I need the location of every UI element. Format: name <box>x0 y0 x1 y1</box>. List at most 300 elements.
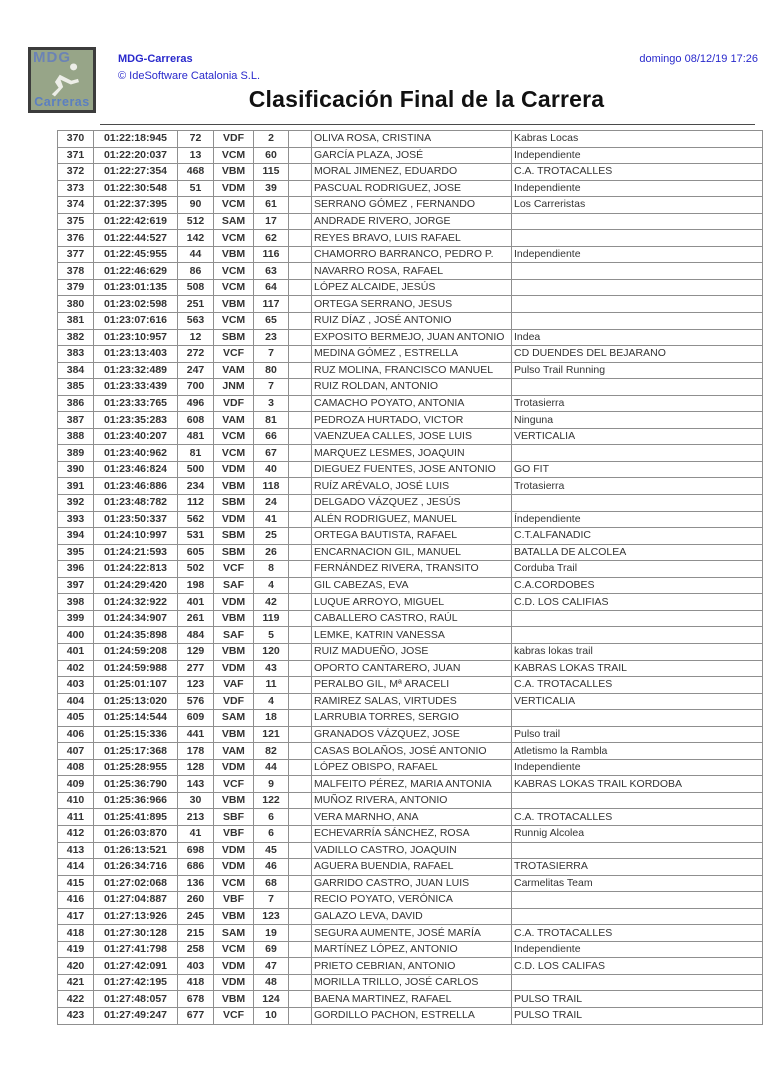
table-row <box>58 461 763 478</box>
cell-category-position: 7 <box>254 379 289 396</box>
cell-runner-name: SEGURA AUMENTE, JOSÉ MARÍA <box>312 925 512 942</box>
cell-team <box>512 230 763 247</box>
cell-team: C.A. TROTACALLES <box>512 925 763 942</box>
cell-time: 01:24:22:813 <box>94 561 178 578</box>
cell-blank <box>289 164 312 181</box>
cell-runner-name: MALFEITO PÉREZ, MARIA ANTONIA <box>312 776 512 793</box>
cell-time: 01:23:46:824 <box>94 461 178 478</box>
cell-team: kabras lokas trail <box>512 643 763 660</box>
table-row <box>58 859 763 876</box>
cell-bib-number: 260 <box>178 892 214 909</box>
cell-category-position: 63 <box>254 263 289 280</box>
cell-category: VCM <box>214 941 254 958</box>
cell-bib-number: 51 <box>178 180 214 197</box>
cell-category-position: 24 <box>254 495 289 512</box>
cell-runner-name: GARCÍA PLAZA, JOSÉ <box>312 147 512 164</box>
cell-time: 01:23:40:962 <box>94 445 178 462</box>
cell-category: VBM <box>214 643 254 660</box>
cell-category: SBM <box>214 544 254 561</box>
cell-time: 01:26:34:716 <box>94 859 178 876</box>
cell-team: KABRAS LOKAS TRAIL KORDOBA <box>512 776 763 793</box>
cell-runner-name: LÓPEZ ALCAIDE, JESÚS <box>312 279 512 296</box>
cell-runner-name: FERNÁNDEZ RIVERA, TRANSITO <box>312 561 512 578</box>
cell-blank <box>289 693 312 710</box>
cell-category-position: 10 <box>254 1007 289 1024</box>
cell-blank <box>289 246 312 263</box>
cell-position: 422 <box>58 991 94 1008</box>
cell-runner-name: DIEGUEZ FUENTES, JOSE ANTONIO <box>312 461 512 478</box>
cell-position: 408 <box>58 759 94 776</box>
cell-time: 01:24:10:997 <box>94 528 178 545</box>
cell-team: C.D. LOS CALIFAS <box>512 958 763 975</box>
cell-blank <box>289 528 312 545</box>
cell-position: 370 <box>58 131 94 148</box>
table-row <box>58 428 763 445</box>
cell-bib-number: 143 <box>178 776 214 793</box>
cell-category-position: 124 <box>254 991 289 1008</box>
cell-category: SBF <box>214 809 254 826</box>
cell-position: 396 <box>58 561 94 578</box>
cell-category: SBM <box>214 329 254 346</box>
cell-team: Indea <box>512 329 763 346</box>
cell-category-position: 4 <box>254 693 289 710</box>
cell-blank <box>289 395 312 412</box>
cell-position: 384 <box>58 362 94 379</box>
cell-blank <box>289 263 312 280</box>
table-row <box>58 974 763 991</box>
cell-team: Corduba Trail <box>512 561 763 578</box>
cell-category: VDM <box>214 511 254 528</box>
cell-category-position: 47 <box>254 958 289 975</box>
cell-blank <box>289 561 312 578</box>
cell-time: 01:26:13:521 <box>94 842 178 859</box>
table-row <box>58 346 763 363</box>
cell-team <box>512 379 763 396</box>
cell-bib-number: 700 <box>178 379 214 396</box>
cell-category-position: 48 <box>254 974 289 991</box>
cell-bib-number: 563 <box>178 313 214 330</box>
table-row <box>58 329 763 346</box>
cell-category-position: 120 <box>254 643 289 660</box>
cell-time: 01:24:21:593 <box>94 544 178 561</box>
cell-time: 01:24:29:420 <box>94 577 178 594</box>
cell-time: 01:22:27:354 <box>94 164 178 181</box>
cell-category: JNM <box>214 379 254 396</box>
table-row <box>58 643 763 660</box>
cell-category: VAM <box>214 743 254 760</box>
cell-team <box>512 908 763 925</box>
cell-category: VCM <box>214 279 254 296</box>
cell-position: 418 <box>58 925 94 942</box>
cell-team: BATALLA DE ALCOLEA <box>512 544 763 561</box>
cell-team <box>512 296 763 313</box>
table-row <box>58 743 763 760</box>
cell-position: 395 <box>58 544 94 561</box>
cell-bib-number: 178 <box>178 743 214 760</box>
cell-category-position: 117 <box>254 296 289 313</box>
cell-team: Trotasierra <box>512 395 763 412</box>
copyright-text: © IdeSoftware Catalonia S.L. <box>118 70 261 82</box>
cell-category: SAM <box>214 925 254 942</box>
cell-bib-number: 484 <box>178 627 214 644</box>
cell-bib-number: 128 <box>178 759 214 776</box>
cell-team: PULSO TRAIL <box>512 1007 763 1024</box>
cell-category: VCF <box>214 346 254 363</box>
cell-category: VAM <box>214 412 254 429</box>
cell-category: VBM <box>214 792 254 809</box>
cell-runner-name: MEDINA GÓMEZ , ESTRELLA <box>312 346 512 363</box>
report-datetime: domingo 08/12/19 17:26 <box>639 53 758 65</box>
cell-blank <box>289 759 312 776</box>
cell-team <box>512 842 763 859</box>
cell-category-position: 115 <box>254 164 289 181</box>
table-row <box>58 908 763 925</box>
page-title: Clasificación Final de la Carrera <box>248 86 605 112</box>
cell-position: 406 <box>58 726 94 743</box>
cell-runner-name: LÓPEZ OBISPO, RAFAEL <box>312 759 512 776</box>
cell-category: SAF <box>214 577 254 594</box>
cell-blank <box>289 445 312 462</box>
cell-bib-number: 678 <box>178 991 214 1008</box>
cell-category: VBM <box>214 610 254 627</box>
cell-bib-number: 215 <box>178 925 214 942</box>
cell-blank <box>289 329 312 346</box>
cell-category: VDM <box>214 660 254 677</box>
cell-category-position: 40 <box>254 461 289 478</box>
cell-position: 400 <box>58 627 94 644</box>
cell-time: 01:22:46:629 <box>94 263 178 280</box>
cell-bib-number: 512 <box>178 213 214 230</box>
cell-category: VCF <box>214 561 254 578</box>
table-row <box>58 1007 763 1024</box>
cell-blank <box>289 892 312 909</box>
cell-position: 376 <box>58 230 94 247</box>
cell-category-position: 62 <box>254 230 289 247</box>
cell-team <box>512 313 763 330</box>
cell-category: VDM <box>214 461 254 478</box>
cell-blank <box>289 991 312 1008</box>
cell-team: C.A. TROTACALLES <box>512 809 763 826</box>
cell-category-position: 11 <box>254 677 289 694</box>
cell-time: 01:22:30:548 <box>94 180 178 197</box>
cell-bib-number: 251 <box>178 296 214 313</box>
cell-runner-name: RAMIREZ SALAS, VIRTUDES <box>312 693 512 710</box>
cell-category: VDM <box>214 180 254 197</box>
cell-category: VDM <box>214 842 254 859</box>
cell-time: 01:27:41:798 <box>94 941 178 958</box>
cell-position: 420 <box>58 958 94 975</box>
cell-time: 01:23:07:616 <box>94 313 178 330</box>
cell-time: 01:22:44:527 <box>94 230 178 247</box>
table-row <box>58 164 763 181</box>
cell-bib-number: 608 <box>178 412 214 429</box>
cell-position: 411 <box>58 809 94 826</box>
cell-category-position: 23 <box>254 329 289 346</box>
cell-runner-name: BAENA MARTINEZ, RAFAEL <box>312 991 512 1008</box>
cell-blank <box>289 710 312 727</box>
cell-blank <box>289 660 312 677</box>
cell-runner-name: RUIZ ROLDAN, ANTONIO <box>312 379 512 396</box>
cell-category-position: 6 <box>254 809 289 826</box>
cell-category-position: 118 <box>254 478 289 495</box>
cell-bib-number: 502 <box>178 561 214 578</box>
cell-bib-number: 500 <box>178 461 214 478</box>
table-row <box>58 544 763 561</box>
cell-blank <box>289 1007 312 1024</box>
cell-category-position: 39 <box>254 180 289 197</box>
cell-runner-name: PRIETO CEBRIAN, ANTONIO <box>312 958 512 975</box>
table-row <box>58 594 763 611</box>
cell-team: C.D. LOS CALIFIAS <box>512 594 763 611</box>
cell-category: VCM <box>214 445 254 462</box>
table-row <box>58 726 763 743</box>
cell-blank <box>289 461 312 478</box>
cell-bib-number: 562 <box>178 511 214 528</box>
cell-category: VCF <box>214 1007 254 1024</box>
table-row <box>58 279 763 296</box>
cell-category: VCM <box>214 875 254 892</box>
cell-time: 01:27:02:068 <box>94 875 178 892</box>
table-row <box>58 610 763 627</box>
cell-time: 01:24:59:988 <box>94 660 178 677</box>
cell-blank <box>289 958 312 975</box>
cell-runner-name: OPORTO CANTARERO, JUAN <box>312 660 512 677</box>
cell-category-position: 119 <box>254 610 289 627</box>
cell-position: 403 <box>58 677 94 694</box>
cell-time: 01:22:45:955 <box>94 246 178 263</box>
table-row <box>58 180 763 197</box>
cell-category: VBM <box>214 246 254 263</box>
cell-bib-number: 403 <box>178 958 214 975</box>
cell-position: 381 <box>58 313 94 330</box>
cell-position: 401 <box>58 643 94 660</box>
cell-blank <box>289 296 312 313</box>
cell-time: 01:27:30:128 <box>94 925 178 942</box>
cell-category: VCM <box>214 313 254 330</box>
cell-position: 399 <box>58 610 94 627</box>
cell-position: 383 <box>58 346 94 363</box>
cell-team: Índependiente <box>512 511 763 528</box>
cell-category: VCM <box>214 197 254 214</box>
cell-position: 407 <box>58 743 94 760</box>
cell-team: C.A.CORDOBES <box>512 577 763 594</box>
logo-text-top: MDG <box>33 49 71 66</box>
cell-category: VDM <box>214 859 254 876</box>
cell-category-position: 80 <box>254 362 289 379</box>
cell-runner-name: RECIO POYATO, VERÓNICA <box>312 892 512 909</box>
cell-runner-name: SERRANO GÓMEZ , FERNANDO <box>312 197 512 214</box>
cell-team: TROTASIERRA <box>512 859 763 876</box>
cell-category: VDM <box>214 759 254 776</box>
cell-position: 404 <box>58 693 94 710</box>
cell-category: VAF <box>214 677 254 694</box>
cell-blank <box>289 859 312 876</box>
table-row <box>58 776 763 793</box>
table-row <box>58 941 763 958</box>
cell-runner-name: GARRIDO CASTRO, JUAN LUIS <box>312 875 512 892</box>
cell-position: 382 <box>58 329 94 346</box>
table-row <box>58 445 763 462</box>
cell-runner-name: CABALLERO CASTRO, RAÚL <box>312 610 512 627</box>
cell-time: 01:27:04:887 <box>94 892 178 909</box>
cell-bib-number: 142 <box>178 230 214 247</box>
cell-team <box>512 610 763 627</box>
cell-team: Independiente <box>512 147 763 164</box>
cell-position: 374 <box>58 197 94 214</box>
cell-runner-name: ANDRADE RIVERO, JORGE <box>312 213 512 230</box>
cell-runner-name: MORAL JIMENEZ, EDUARDO <box>312 164 512 181</box>
cell-blank <box>289 842 312 859</box>
cell-position: 413 <box>58 842 94 859</box>
cell-runner-name: REYES BRAVO, LUIS RAFAEL <box>312 230 512 247</box>
cell-runner-name: ALÉN RODRIGUEZ, MANUEL <box>312 511 512 528</box>
cell-time: 01:22:37:395 <box>94 197 178 214</box>
cell-team <box>512 892 763 909</box>
cell-position: 386 <box>58 395 94 412</box>
cell-bib-number: 468 <box>178 164 214 181</box>
cell-runner-name: CASAS BOLAÑOS, JOSÉ ANTONIO <box>312 743 512 760</box>
cell-category-position: 61 <box>254 197 289 214</box>
cell-position: 412 <box>58 825 94 842</box>
cell-category-position: 17 <box>254 213 289 230</box>
cell-bib-number: 72 <box>178 131 214 148</box>
cell-bib-number: 531 <box>178 528 214 545</box>
cell-blank <box>289 875 312 892</box>
cell-time: 01:23:33:765 <box>94 395 178 412</box>
cell-position: 421 <box>58 974 94 991</box>
cell-time: 01:26:03:870 <box>94 825 178 842</box>
cell-position: 402 <box>58 660 94 677</box>
cell-category: VBM <box>214 726 254 743</box>
cell-runner-name: VADILLO CASTRO, JOAQUIN <box>312 842 512 859</box>
cell-position: 409 <box>58 776 94 793</box>
cell-category: VBM <box>214 164 254 181</box>
cell-time: 01:25:28:955 <box>94 759 178 776</box>
cell-bib-number: 234 <box>178 478 214 495</box>
cell-position: 405 <box>58 710 94 727</box>
cell-bib-number: 81 <box>178 445 214 462</box>
table-row <box>58 147 763 164</box>
cell-team: Carmelitas Team <box>512 875 763 892</box>
cell-position: 415 <box>58 875 94 892</box>
cell-category-position: 82 <box>254 743 289 760</box>
cell-category-position: 7 <box>254 346 289 363</box>
cell-runner-name: AGUERA BUENDIA, RAFAEL <box>312 859 512 876</box>
cell-bib-number: 30 <box>178 792 214 809</box>
cell-blank <box>289 412 312 429</box>
table-row <box>58 991 763 1008</box>
cell-bib-number: 481 <box>178 428 214 445</box>
cell-position: 377 <box>58 246 94 263</box>
cell-position: 389 <box>58 445 94 462</box>
cell-category: VAM <box>214 362 254 379</box>
cell-runner-name: ORTEGA SERRANO, JESUS <box>312 296 512 313</box>
cell-bib-number: 86 <box>178 263 214 280</box>
cell-runner-name: RUÍZ ARÉVALO, JOSÉ LUIS <box>312 478 512 495</box>
cell-team: Pulso Trail Running <box>512 362 763 379</box>
cell-bib-number: 277 <box>178 660 214 677</box>
cell-category-position: 65 <box>254 313 289 330</box>
cell-bib-number: 129 <box>178 643 214 660</box>
table-row <box>58 478 763 495</box>
cell-category: VBM <box>214 908 254 925</box>
cell-runner-name: ORTEGA BAUTISTA, RAFAEL <box>312 528 512 545</box>
cell-category: SAF <box>214 627 254 644</box>
cell-category-position: 60 <box>254 147 289 164</box>
cell-category-position: 64 <box>254 279 289 296</box>
cell-bib-number: 213 <box>178 809 214 826</box>
table-row <box>58 313 763 330</box>
cell-category-position: 68 <box>254 875 289 892</box>
table-row <box>58 213 763 230</box>
cell-position: 398 <box>58 594 94 611</box>
cell-team: VERTICALIA <box>512 693 763 710</box>
cell-category-position: 44 <box>254 759 289 776</box>
cell-runner-name: GALAZO LEVA, DAVID <box>312 908 512 925</box>
cell-category-position: 25 <box>254 528 289 545</box>
cell-bib-number: 576 <box>178 693 214 710</box>
cell-team: C.T.ALFANADIC <box>512 528 763 545</box>
table-row <box>58 263 763 280</box>
title-rule <box>100 124 755 125</box>
table-row <box>58 296 763 313</box>
cell-category-position: 5 <box>254 627 289 644</box>
cell-category-position: 69 <box>254 941 289 958</box>
cell-team <box>512 279 763 296</box>
cell-team <box>512 792 763 809</box>
cell-position: 397 <box>58 577 94 594</box>
cell-team <box>512 974 763 991</box>
cell-category-position: 26 <box>254 544 289 561</box>
cell-category-position: 9 <box>254 776 289 793</box>
cell-blank <box>289 809 312 826</box>
cell-team: Independiente <box>512 246 763 263</box>
cell-position: 385 <box>58 379 94 396</box>
table-row <box>58 660 763 677</box>
cell-category-position: 2 <box>254 131 289 148</box>
cell-bib-number: 12 <box>178 329 214 346</box>
cell-time: 01:27:42:091 <box>94 958 178 975</box>
cell-position: 423 <box>58 1007 94 1024</box>
cell-runner-name: ECHEVARRÍA SÁNCHEZ, ROSA <box>312 825 512 842</box>
cell-team: KABRAS LOKAS TRAIL <box>512 660 763 677</box>
cell-time: 01:25:14:544 <box>94 710 178 727</box>
cell-blank <box>289 213 312 230</box>
cell-time: 01:24:35:898 <box>94 627 178 644</box>
cell-time: 01:23:50:337 <box>94 511 178 528</box>
results-table <box>57 130 763 1025</box>
cell-position: 380 <box>58 296 94 313</box>
cell-blank <box>289 495 312 512</box>
cell-team: C.A. TROTACALLES <box>512 164 763 181</box>
cell-category: VDF <box>214 131 254 148</box>
cell-category: VCM <box>214 147 254 164</box>
cell-category-position: 18 <box>254 710 289 727</box>
cell-category: VBM <box>214 296 254 313</box>
cell-category-position: 122 <box>254 792 289 809</box>
cell-position: 375 <box>58 213 94 230</box>
table-row <box>58 627 763 644</box>
cell-team <box>512 710 763 727</box>
table-row <box>58 379 763 396</box>
table-row <box>58 511 763 528</box>
table-row <box>58 528 763 545</box>
cell-time: 01:23:10:957 <box>94 329 178 346</box>
cell-position: 394 <box>58 528 94 545</box>
cell-time: 01:22:18:945 <box>94 131 178 148</box>
cell-runner-name: NAVARRO ROSA, RAFAEL <box>312 263 512 280</box>
cell-time: 01:23:40:207 <box>94 428 178 445</box>
